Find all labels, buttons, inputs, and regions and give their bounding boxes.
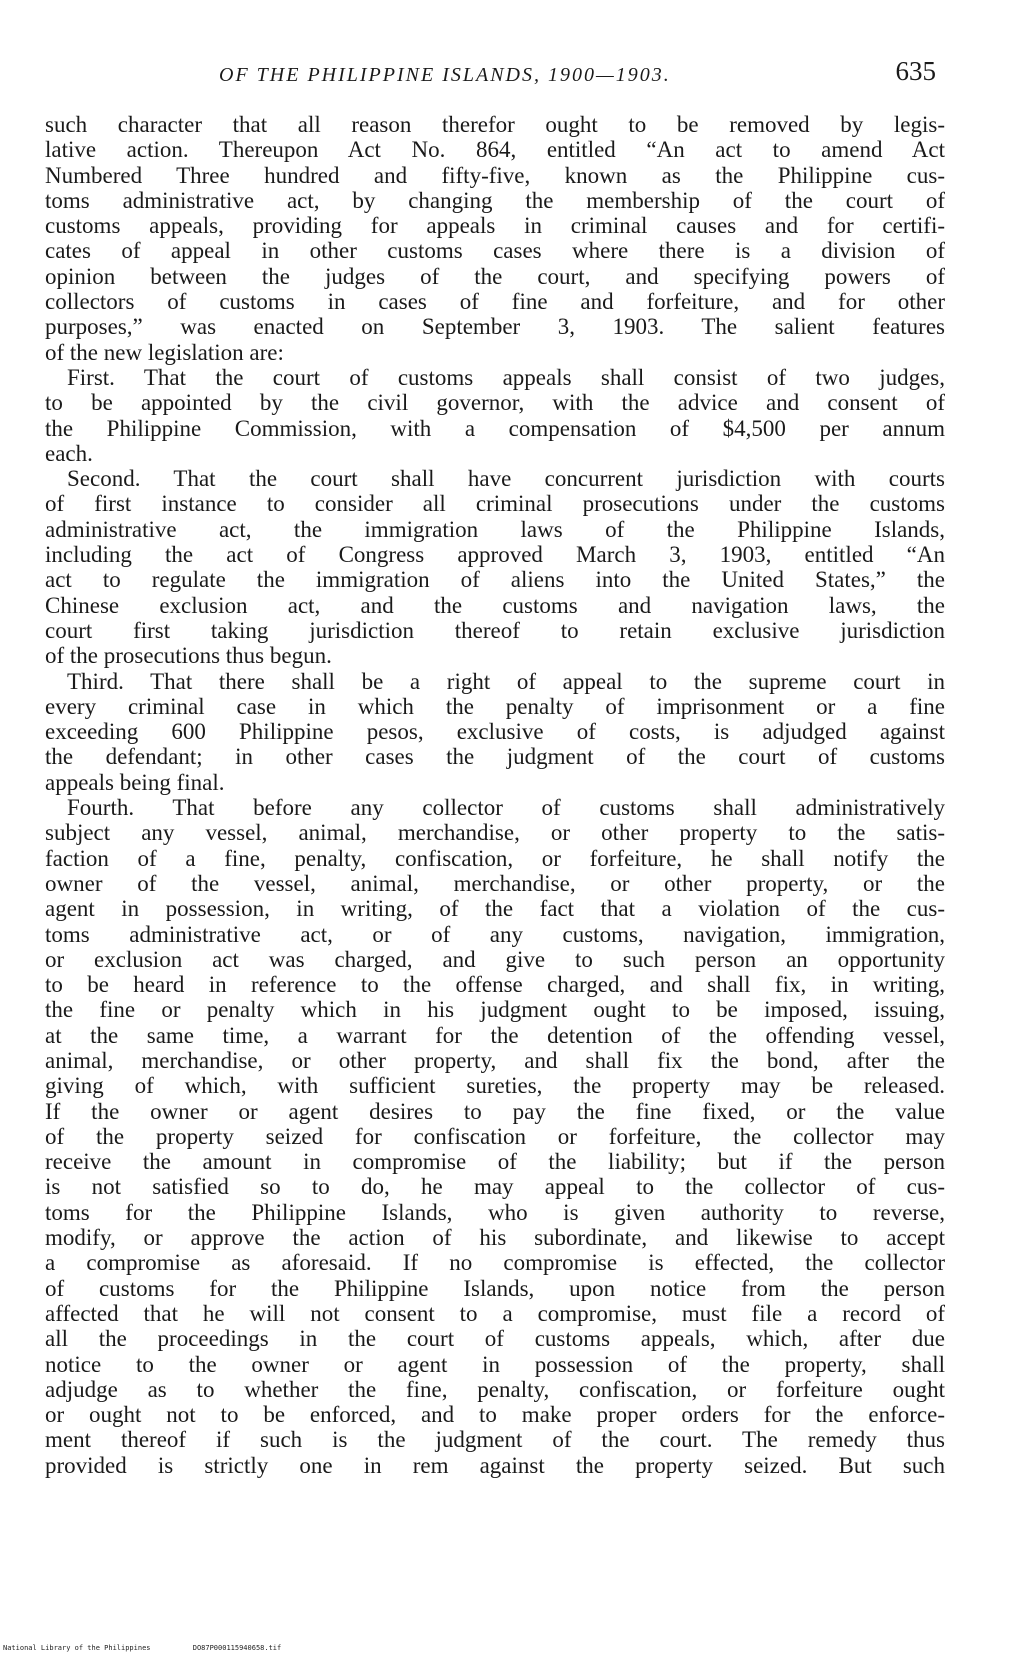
text-line: to be appointed by the civil governor, with the advice and consent of <box>45 390 945 416</box>
text-line: collectors of customs in cases of fine and forfeiture, and for other <box>45 289 945 315</box>
text-line: each. <box>45 440 93 466</box>
text-line: including the act of Congress approved March 3, 1903, entitled “An <box>45 542 945 568</box>
text-line: the defendant; in other cases the judgment of the court of customs <box>45 744 945 770</box>
text-line: a compromise as aforesaid. If no compromise is effected, the collector <box>45 1250 945 1276</box>
text-line: faction of a fine, penalty, confiscation, or forfeiture, he shall notify the <box>45 845 945 871</box>
text-line: giving of which, with sufficient sureties, the property may be released. <box>45 1073 945 1099</box>
text-line: animal, merchandise, or other property, and shall fix the bond, after the <box>45 1047 945 1073</box>
paragraph-third: Third. That there shall be a right of appeal to the supreme court in <box>67 668 945 694</box>
text-line: of the prosecutions thus begun. <box>45 643 332 669</box>
text-line: administrative act, the immigration laws of the Philippine Islands, <box>45 516 945 542</box>
running-title: OF THE PHILIPPINE ISLANDS, 1900—1903. <box>219 64 671 86</box>
text-line: If the owner or agent desires to pay the fine fixed, or the value <box>45 1098 945 1124</box>
text-line: agent in possession, in writing, of the fact that a violation of the cus- <box>45 896 945 922</box>
paragraph-first: First. That the court of customs appeals shall consist of two judges, <box>67 364 945 390</box>
text-line: lative action. Thereupon Act No. 864, entitled “An act to amend Act <box>45 137 945 163</box>
body-text <box>45 112 945 1478</box>
library-credit: National Library of the Philippines <box>3 1644 151 1652</box>
text-line: is not satisfied so to do, he may appeal to the collector of cus- <box>45 1174 945 1200</box>
text-line: affected that he will not consent to a compromise, must file a record of <box>45 1300 945 1326</box>
text-line: to be heard in reference to the offense charged, and shall fix, in writing, <box>45 972 945 998</box>
text-line: exceeding 600 Philippine pesos, exclusive of costs, is adjudged against <box>45 719 945 745</box>
text-line: notice to the owner or agent in possession of the property, shall <box>45 1351 945 1377</box>
text-line: purposes,” was enacted on September 3, 1903. The salient features <box>45 314 945 340</box>
text-line: provided is strictly one in rem against the property seized. But such <box>45 1452 945 1478</box>
text-line: Chinese exclusion act, and the customs and navigation laws, the <box>45 592 945 618</box>
text-line: modify, or approve the action of his subordinate, and likewise to accept <box>45 1225 945 1251</box>
text-line: of first instance to consider all criminal prosecutions under the customs <box>45 491 945 517</box>
text-line: the fine or penalty which in his judgment ought to be imposed, issuing, <box>45 997 945 1023</box>
text-line: adjudge as to whether the fine, penalty, confiscation, or forfeiture ought <box>45 1376 945 1402</box>
text-line: ment thereof if such is the judgment of the court. The remedy thus <box>45 1427 945 1453</box>
text-line: toms for the Philippine Islands, who is given authority to reverse, <box>45 1199 945 1225</box>
text-line: subject any vessel, animal, merchandise, or other property to the satis- <box>45 820 945 846</box>
text-line: at the same time, a warrant for the detention of the offending vessel, <box>45 1022 945 1048</box>
text-line: toms administrative act, or of any customs, navigation, immigration, <box>45 921 945 947</box>
text-line: opinion between the judges of the court, and specifying powers of <box>45 263 945 289</box>
page-number: 635 <box>895 56 936 86</box>
text-line: owner of the vessel, animal, merchandise, or other property, or the <box>45 870 945 896</box>
text-line: court first taking jurisdiction thereof to retain exclusive jurisdiction <box>45 617 945 643</box>
text-line: every criminal case in which the penalty of imprisonment or a fine <box>45 693 945 719</box>
scan-footer <box>3 1644 319 1652</box>
paragraph-second: Second. That the court shall have concurrent jurisdiction with courts <box>67 466 945 492</box>
running-head <box>44 56 944 96</box>
text-line: of customs for the Philippine Islands, upon notice from the person <box>45 1275 945 1301</box>
text-line: such character that all reason therefor ought to be removed by legis- <box>45 112 945 137</box>
text-line: appeals being final. <box>45 769 225 795</box>
text-line: cates of appeal in other customs cases where there is a division of <box>45 238 945 264</box>
text-line: act to regulate the immigration of aliens into the United States,” the <box>45 567 945 593</box>
file-id: DO87P000115940658.tif <box>192 1644 282 1652</box>
text-line: or exclusion act was charged, and give to such person an opportunity <box>45 946 945 972</box>
text-line: of the property seized for confiscation or forfeiture, the collector may <box>45 1123 945 1149</box>
text-line: receive the amount in compromise of the liability; but if the person <box>45 1149 945 1175</box>
text-line: customs appeals, providing for appeals in criminal causes and for certifi- <box>45 213 945 239</box>
text-line: Numbered Three hundred and fifty-five, known as the Philippine cus- <box>45 162 945 188</box>
text-line: all the proceedings in the court of customs appeals, which, after due <box>45 1326 945 1352</box>
text-line: or ought not to be enforced, and to make proper orders for the enforce- <box>45 1402 945 1428</box>
text-line: toms administrative act, by changing the membership of the court of <box>45 187 945 213</box>
text-line: of the new legislation are: <box>45 339 284 365</box>
paragraph-fourth: Fourth. That before any collector of customs shall administratively <box>67 795 945 821</box>
text-line: the Philippine Commission, with a compensation of $4,500 per annum <box>45 415 945 441</box>
